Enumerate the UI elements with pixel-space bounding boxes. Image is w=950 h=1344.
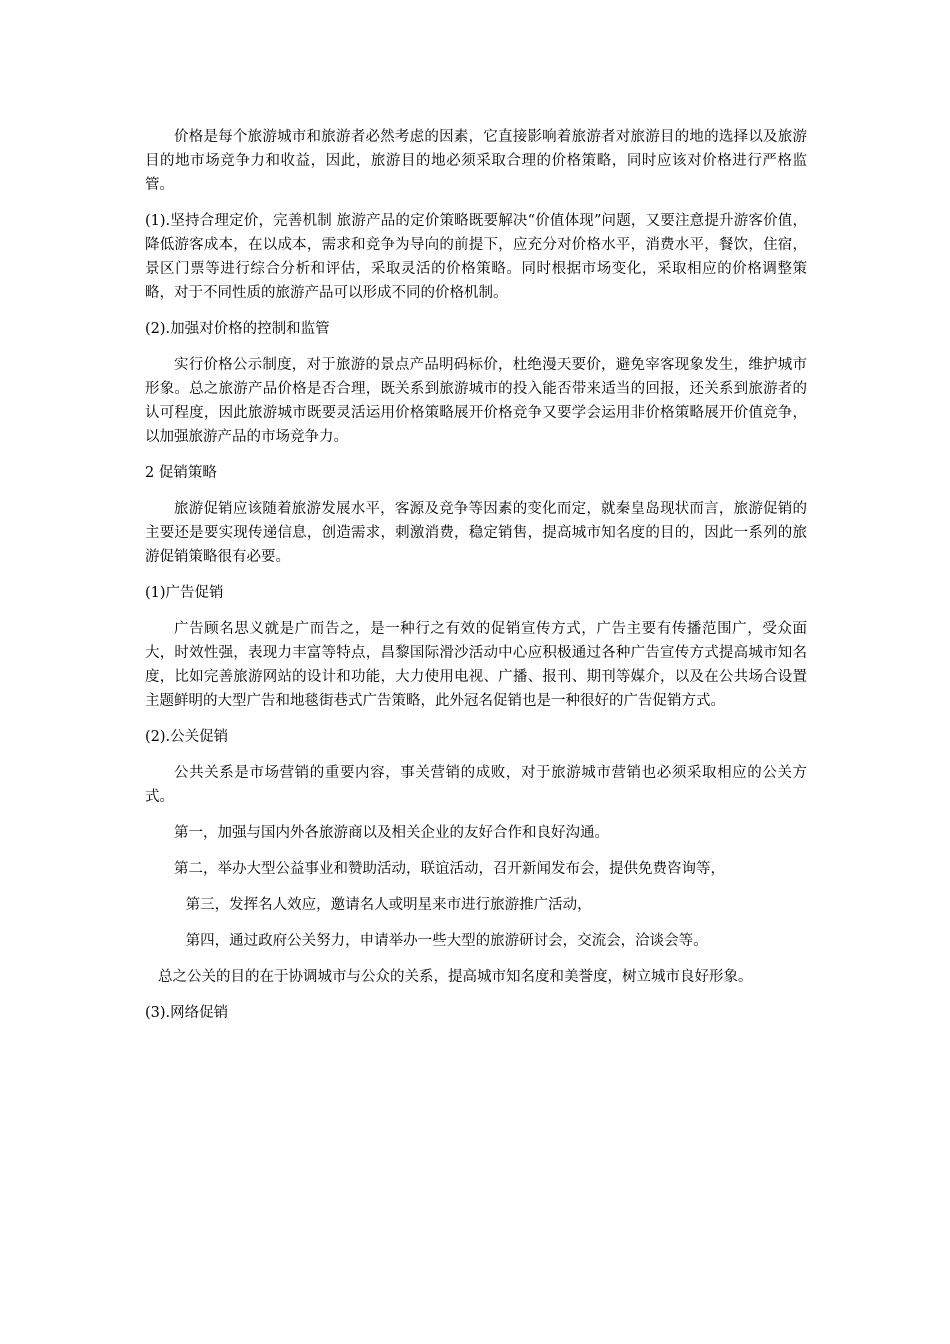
public-relations-heading: (2).公关促销	[145, 729, 229, 745]
promotion-intro-paragraph: 旅游促销应该随着旅游发展水平，客源及竞争等因素的变化而定，就秦皇岛现状而言，旅游促销的主要还是要实现传递信息，创造需求，刺激消费，稳定销售，提高城市知名度的目的，因此一系列的旅游促销策略很有必要。	[145, 501, 807, 565]
public-relations-paragraph: 公共关系是市场营销的重要内容，事关营销的成败，对于旅游城市营销也必须采取相应的公关方式。	[145, 765, 807, 805]
price-control-paragraph: 实行价格公示制度，对于旅游的景点产品明码标价，杜绝漫天要价，避免宰客现象发生，维护城市形象。总之旅游产品价格是否合理，既关系到旅游城市的投入能否带来适当的回报，还关系到旅游者的认可程度，因此旅游城市既要灵活运用价格策略展开价格竞争又要学会运用非价格策略展开价值竞争，以加强旅游产品的市场竞争力。	[145, 357, 807, 445]
pr-summary-paragraph: 总之公关的目的在于协调城市与公众的关系，提高城市知名度和美誉度，树立城市良好形象。	[158, 969, 753, 985]
document-page	[145, 125, 807, 1037]
online-promotion-heading: (3).网络促销	[145, 1005, 229, 1021]
promotion-strategy-heading: 2 促销策略	[145, 465, 217, 481]
pr-point-4: 第四，通过政府公关努力，申请举办一些大型的旅游研讨会，交流会，洽谈会等。	[185, 933, 708, 949]
pr-point-3: 第三，发挥名人效应，邀请名人或明星来市进行旅游推广活动，	[185, 897, 592, 913]
intro-paragraph: 价格是每个旅游城市和旅游者必然考虑的因素，它直接影响着旅游者对旅游目的地的选择以及旅游目的地市场竞争力和收益，因此，旅游目的地必须采取合理的价格策略，同时应该对价格进行严格监管。	[145, 129, 807, 193]
pricing-item-2-heading: (2).加强对价格的控制和监管	[145, 321, 330, 337]
advertising-paragraph: 广告顾名思义就是广而告之，是一种行之有效的促销宣传方式，广告主要有传播范围广，受众面大，时效性强，表现力丰富等特点，昌黎国际滑沙活动中心应积极通过各种广告宣传方式提高城市知名度，比如完善旅游网站的设计和功能，大力使用电视、广播、报刊、期刊等媒介，以及在公共场合设置主题鲜明的大型广告和地毯街巷式广告策略，此外冠名促销也是一种很好的广告促销方式。	[145, 621, 807, 709]
pr-point-2: 第二，举办大型公益事业和赞助活动，联谊活动，召开新闻发布会，提供免费咨询等，	[174, 861, 725, 877]
pr-point-1: 第一，加强与国内外各旅游商以及相关企业的友好合作和良好沟通。	[174, 825, 609, 841]
advertising-heading: (1)广告促销	[145, 585, 224, 601]
pricing-item-1-paragraph: (1).坚持合理定价，完善机制 旅游产品的定价策略既要解决“价值体现”问题，又要注意提升游客价值，降低游客成本，在以成本，需求和竞争为导向的前提下，应充分对价格水平，消费水平，餐饮，住宿，景区门票等进行综合分析和评估，采取灵活的价格策略。同时根据市场变化，采取相应的价格调整策略，对于不同性质的旅游产品可以形成不同的价格机制。	[145, 213, 807, 301]
